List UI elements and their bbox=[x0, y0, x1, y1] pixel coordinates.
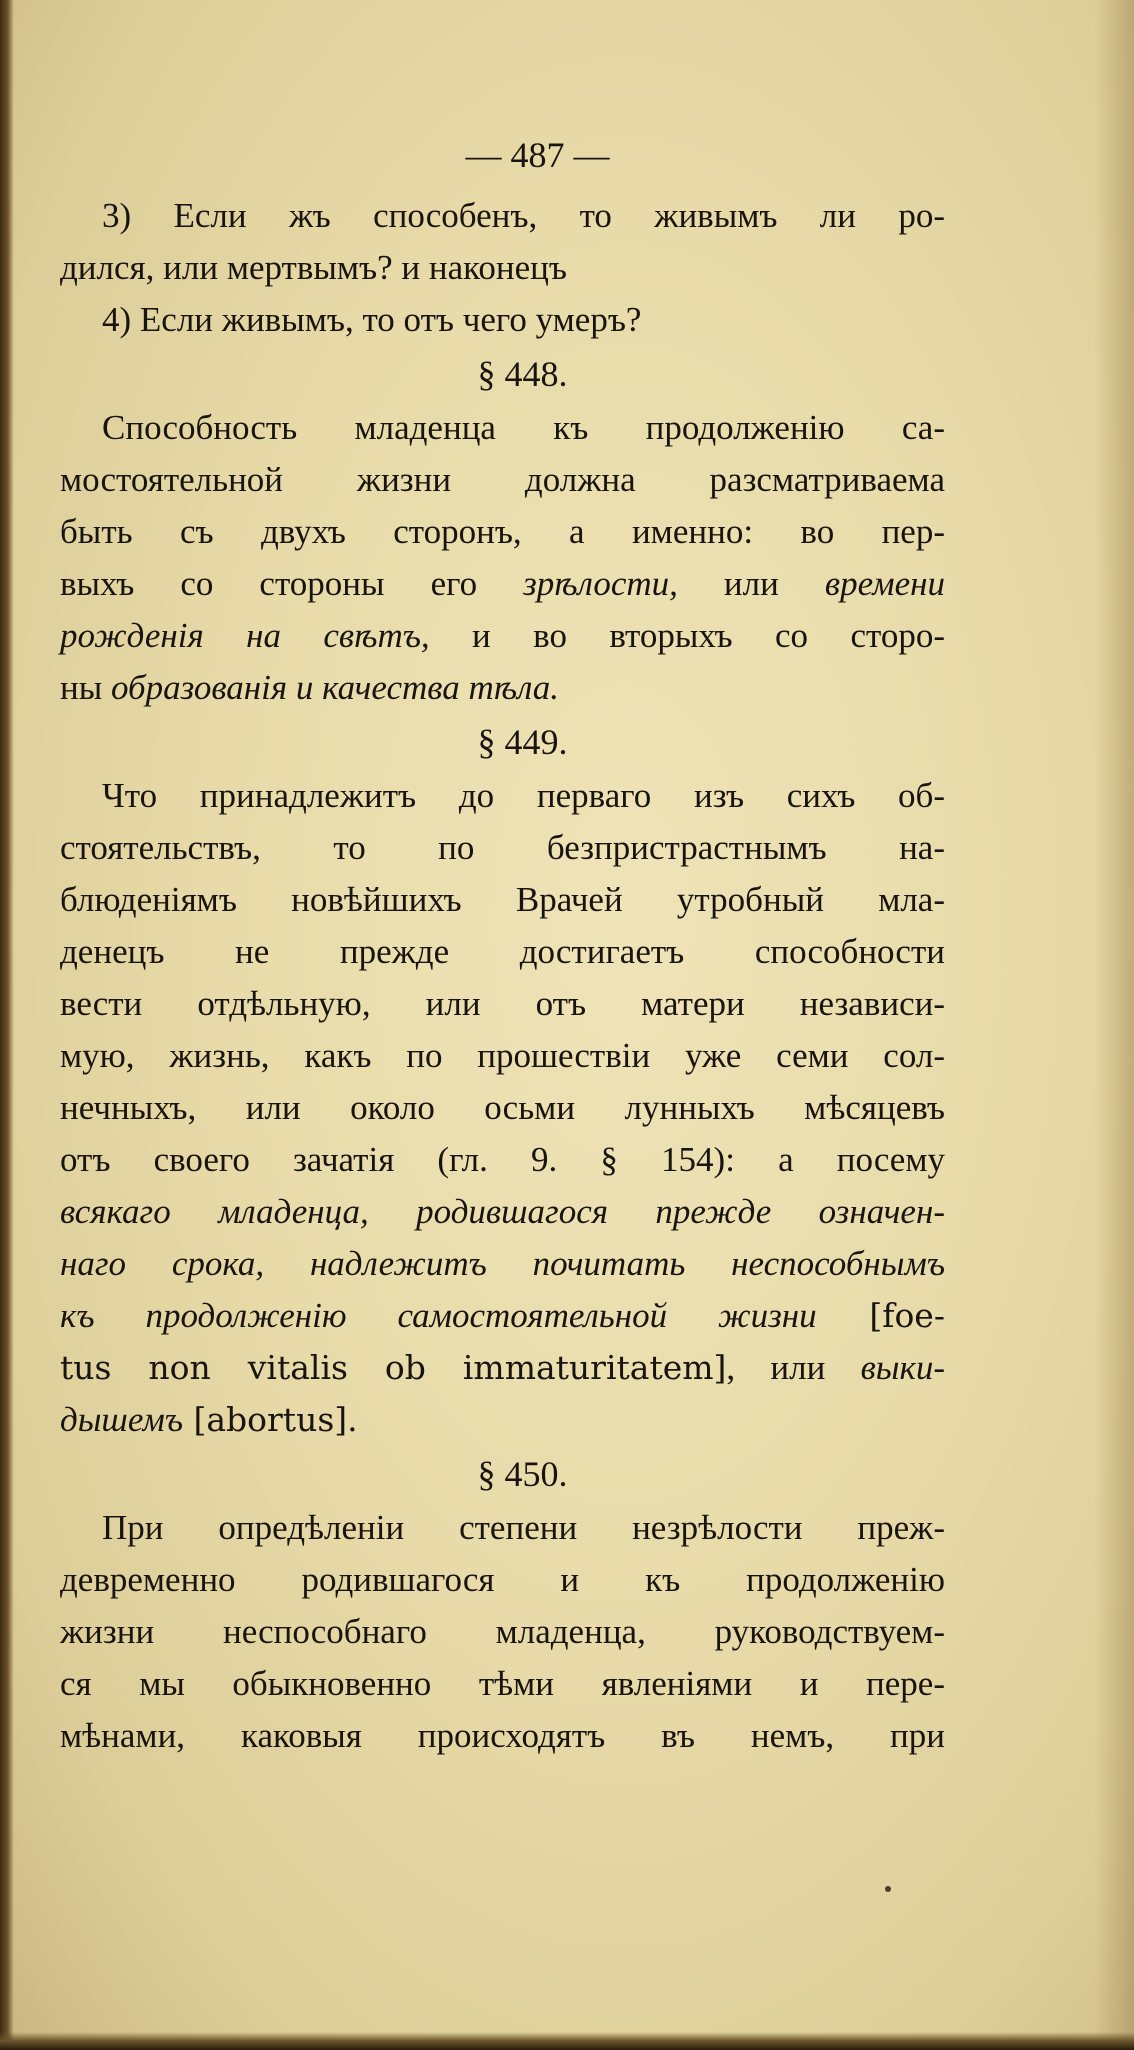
text-line bbox=[60, 402, 945, 454]
italic-text: времени bbox=[824, 564, 945, 603]
text-run: или bbox=[677, 564, 825, 603]
text-run: [foe- bbox=[816, 1296, 945, 1335]
page-edge-shade bbox=[1094, 0, 1134, 2050]
sections bbox=[60, 346, 945, 1762]
text-run: мую, жизнь, какъ по прошествіи уже семи сол- bbox=[60, 1036, 945, 1075]
page-text bbox=[60, 120, 945, 1762]
text-run: При опредѣленіи степени незрѣлости преж- bbox=[102, 1508, 945, 1547]
text-line bbox=[60, 770, 945, 822]
text-line bbox=[60, 1186, 945, 1238]
text-run: вести отдѣльную, или отъ матери независи- bbox=[60, 984, 945, 1023]
italic-text: къ продолженію самостоятельной жизни bbox=[60, 1296, 817, 1335]
text-line bbox=[60, 874, 945, 926]
text-line: 4) Если живымъ, то отъ чего умеръ? bbox=[102, 300, 642, 339]
italic-text: образованія и качества тѣла. bbox=[111, 668, 560, 707]
text-line bbox=[60, 558, 945, 610]
text-line bbox=[60, 662, 945, 714]
italic-text: рожденія на свѣтъ, bbox=[60, 616, 430, 655]
text-line bbox=[60, 1030, 945, 1082]
text-run: и во вторыхъ со сторо- bbox=[429, 616, 945, 655]
text-line bbox=[60, 1238, 945, 1290]
text-run: отъ своего зачатія (гл. 9. § 154): а посему bbox=[60, 1140, 945, 1179]
text-run: ны bbox=[60, 668, 111, 707]
text-line bbox=[60, 1290, 945, 1342]
page-bottom-edge bbox=[0, 2032, 1134, 2050]
text-line bbox=[60, 1342, 945, 1394]
text-run: Что принадлежитъ до перваго изъ сихъ об- bbox=[102, 776, 945, 815]
section-heading: § 448. bbox=[477, 354, 568, 394]
text-run: Способность младенца къ продолженію са- bbox=[102, 408, 945, 447]
text-line: 3) Если жъ способенъ, то живымъ ли ро- bbox=[102, 196, 945, 235]
text-run: [abortus]. bbox=[183, 1400, 358, 1439]
text-line bbox=[60, 1082, 945, 1134]
text-run: мѣнами, каковыя происходятъ въ немъ, при bbox=[60, 1716, 945, 1755]
text-line bbox=[60, 1554, 945, 1606]
text-run: , или bbox=[726, 1348, 861, 1387]
text-run: блюденіямъ новѣйшихъ Врачей утробный мла- bbox=[60, 880, 945, 919]
text-line bbox=[60, 610, 945, 662]
text-line bbox=[60, 1658, 945, 1710]
text-run: денецъ не прежде достигаетъ способности bbox=[60, 932, 945, 971]
text-run: выхъ со стороны его bbox=[60, 564, 524, 603]
text-run: девременно родившагося и къ продолженію bbox=[60, 1560, 945, 1599]
text-line bbox=[60, 1394, 945, 1446]
text-run: ся мы обыкновенно тѣми явленіями и пере- bbox=[60, 1664, 945, 1703]
text-line bbox=[60, 1502, 945, 1554]
text-run: жизни неспособнаго младенца, руководствуем- bbox=[60, 1612, 945, 1651]
text-run: мостоятельной жизни должна разсматриваема bbox=[60, 460, 945, 499]
italic-text: зрѣлости, bbox=[523, 564, 678, 603]
text-line bbox=[60, 506, 945, 558]
text-line bbox=[60, 926, 945, 978]
section-heading: § 450. bbox=[477, 1454, 568, 1494]
section-heading: § 449. bbox=[477, 722, 568, 762]
text-run: стоятельствъ, то по безпристрастнымъ на- bbox=[60, 828, 945, 867]
text-line bbox=[60, 1710, 945, 1762]
ink-speck bbox=[885, 1886, 891, 1892]
text-run: tus non vitalis ob immaturitatem] bbox=[60, 1348, 727, 1387]
text-line bbox=[60, 978, 945, 1030]
italic-text: всякаго младенца, родившагося прежде означен- bbox=[60, 1192, 945, 1231]
italic-text: наго срока, надлежитъ почитать неспособнымъ bbox=[60, 1244, 945, 1283]
text-run: быть съ двухъ сторонъ, а именно: во пер- bbox=[60, 512, 945, 551]
text-line bbox=[60, 1134, 945, 1186]
text-line bbox=[60, 1606, 945, 1658]
text-line: дился, или мертвымъ? и наконецъ bbox=[60, 248, 567, 287]
text-run: нечныхъ, или около осьми лунныхъ мѣсяцевъ bbox=[60, 1088, 945, 1127]
italic-text: выки- bbox=[860, 1348, 945, 1387]
page-number: — 487 — bbox=[465, 135, 610, 175]
italic-text: дышемъ bbox=[60, 1400, 183, 1439]
book-spine-shadow bbox=[0, 0, 14, 2050]
text-line bbox=[60, 454, 945, 506]
text-line bbox=[60, 822, 945, 874]
intro-lines bbox=[60, 190, 945, 346]
